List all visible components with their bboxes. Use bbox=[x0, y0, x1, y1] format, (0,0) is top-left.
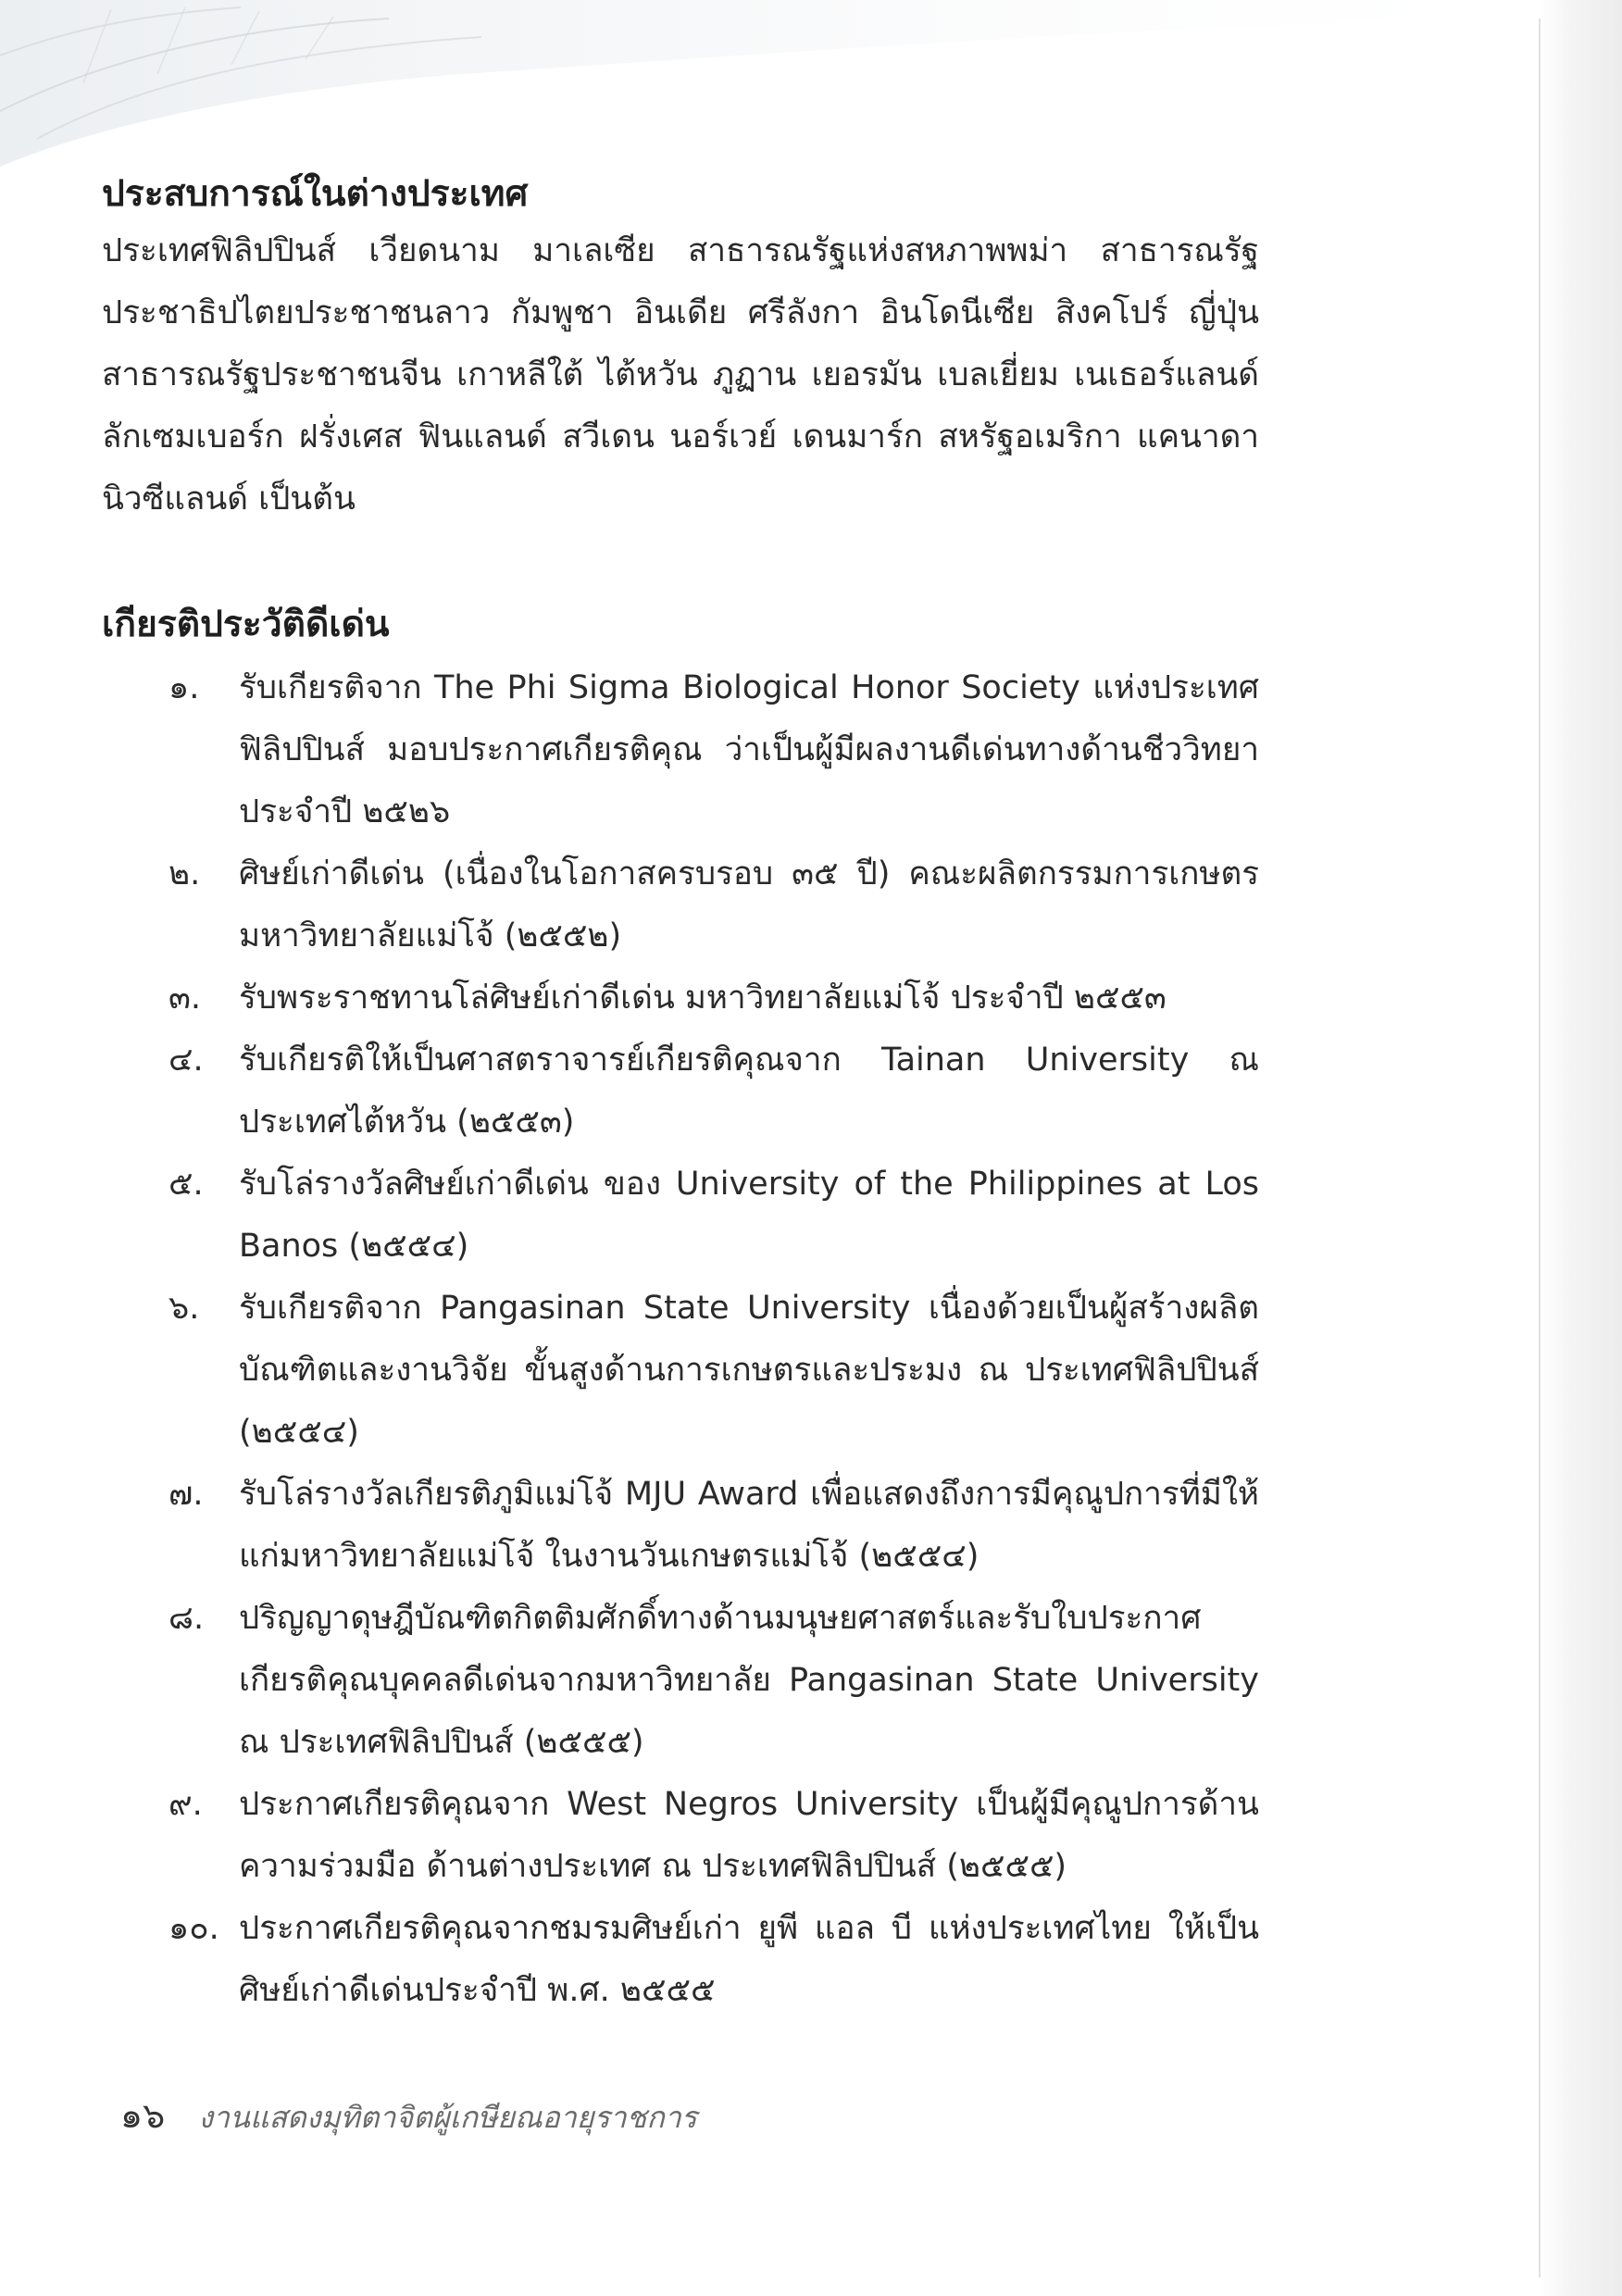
award-text: ประกาศเกียรติคุณจากชมรมศิษย์เก่า ยูพี แอล บี แห่งประเทศไทย ให้เป็นศิษย์เก่าดีเด่นประจำปี พ.ศ. ๒๕๕๕ bbox=[239, 1910, 1259, 2009]
heading-abroad-experience: ประสบการณ์ในต่างประเทศ bbox=[102, 173, 529, 215]
award-item bbox=[102, 1029, 1259, 1154]
award-item bbox=[102, 967, 1259, 1029]
award-item bbox=[102, 843, 1259, 967]
award-text: ประกาศเกียรติคุณจาก West Negros University เป็นผู้มีคุณูปการด้านความร่วมมือ ด้านต่างประเทศ ณ ประเทศฟิลิปปินส์ (๒๕๕๕) bbox=[239, 1786, 1259, 1885]
page-edge-line bbox=[1539, 19, 1541, 2277]
award-number: ๘. bbox=[168, 1600, 205, 1637]
footer-publication-title: งานแสดงมุทิตาจิตผู้เกษียณอายุราชการ bbox=[198, 2100, 697, 2135]
award-item bbox=[102, 1464, 1259, 1588]
award-text: รับโล่รางวัลเกียรติภูมิแม่โจ้ MJU Award เพื่อแสดงถึงการมีคุณูปการที่มีให้แก่มหาวิทยาลัยแม่โจ้ ในงานวันเกษตรแม่โจ้ (๒๕๕๔) bbox=[239, 1476, 1259, 1575]
award-number: ๒. bbox=[168, 855, 201, 892]
page-edge-shadow bbox=[1539, 0, 1622, 2296]
award-text: ศิษย์เก่าดีเด่น (เนื่องในโอกาสครบรอบ ๓๕ ปี) คณะผลิตกรรมการเกษตร มหาวิทยาลัยแม่โจ้ (๒๕๕๒) bbox=[239, 855, 1259, 955]
award-number: ๑๐. bbox=[168, 1910, 219, 1947]
award-number: ๕. bbox=[168, 1166, 204, 1203]
award-text: รับเกียรติจาก The Phi Sigma Biological Honor Society แห่งประเทศฟิลิปปินส์ มอบประกาศเกียรติคุณ ว่าเป็นผู้มีผลงานดีเด่นทางด้านชีววิทยา ประจำปี ๒๕๒๖ bbox=[239, 669, 1259, 830]
award-text: รับเกียรติจาก Pangasinan State University เนื่องด้วยเป็นผู้สร้างผลิตบัณฑิตและงานวิจัย ขั้นสูงด้านการเกษตรและประมง ณ ประเทศฟิลิปปินส์ (๒๕๕๔) bbox=[239, 1290, 1259, 1451]
award-text: ปริญญาดุษฎีบัณฑิตกิตติมศักดิ์ทางด้านมนุษยศาสตร์และรับใบประกาศเกียรติคุณบุคคลดีเด่นจากมหาวิทยาลัย Pangasinan State University ณ ประเทศฟิลิปปินส์ (๒๕๕๕) bbox=[239, 1600, 1259, 1761]
leaf-watermark-decoration bbox=[0, 0, 1481, 176]
award-number: ๖. bbox=[168, 1290, 200, 1327]
abroad-countries-paragraph: ประเทศฟิลิปปินส์ เวียดนาม มาเลเซีย สาธารณรัฐแห่งสหภาพพม่า สาธารณรัฐประชาธิปไตยประชาชนลาว กัมพูชา อินเดีย ศรีลังกา อินโดนีเซีย สิงคโปร์ ญี่ปุ่น สาธารณรัฐประชาชนจีน เกาหลีใต้ ไต้หวัน ภูฏาน เยอรมัน เบลเยี่ยม เนเธอร์แลนด์ ลักเซมเบอร์ก ฝรั่งเศส ฟินแลนด์ สวีเดน นอร์เวย์ เดนมาร์ก สหรัฐอเมริกา แคนาดา นิวซีแลนด์ เป็นต้น bbox=[102, 232, 1259, 518]
heading-awards: เกียรติประวัติดีเด่น bbox=[102, 604, 390, 645]
award-text: รับพระราชทานโล่ศิษย์เก่าดีเด่น มหาวิทยาลัยแม่โจ้ ประจำปี ๒๕๕๓ bbox=[239, 980, 1167, 1017]
page-number: ๑๖ bbox=[120, 2095, 166, 2136]
award-number: ๓. bbox=[168, 980, 202, 1017]
award-item bbox=[102, 1154, 1259, 1278]
award-text: รับโล่รางวัลศิษย์เก่าดีเด่น ของ University of the Philippines at Los Banos (๒๕๕๔) bbox=[239, 1166, 1259, 1265]
award-item bbox=[102, 1588, 1259, 1774]
award-item bbox=[102, 1278, 1259, 1464]
page-footer bbox=[120, 2087, 697, 2143]
award-number: ๗. bbox=[168, 1476, 204, 1513]
awards-list bbox=[102, 657, 1259, 2022]
award-number: ๑. bbox=[168, 669, 200, 706]
award-number: ๔. bbox=[168, 1042, 204, 1079]
award-item bbox=[102, 657, 1259, 843]
award-number: ๙. bbox=[168, 1786, 203, 1823]
award-text: รับเกียรติให้เป็นศาสตราจารย์เกียรติคุณจาก Tainan University ณ ประเทศไต้หวัน (๒๕๕๓) bbox=[239, 1042, 1259, 1141]
award-item bbox=[102, 1774, 1259, 1898]
award-item bbox=[102, 1898, 1259, 2022]
